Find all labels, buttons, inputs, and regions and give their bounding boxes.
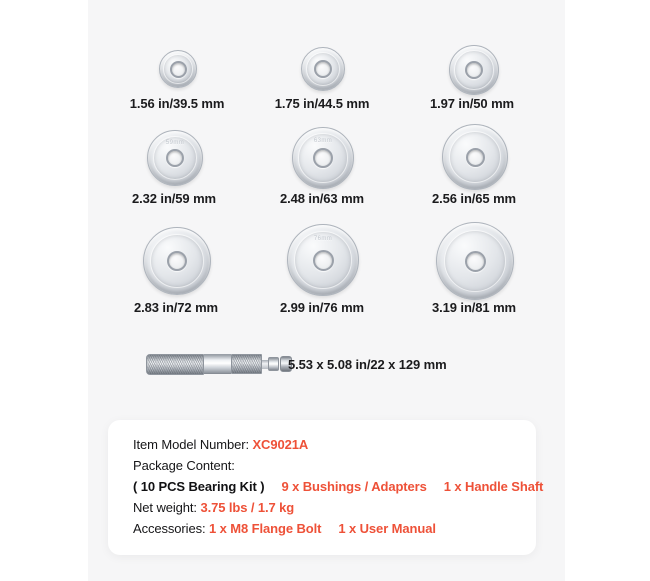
disc-size-marking: 76mm [313,236,333,243]
disc-hole [314,60,332,78]
size-label: 1.97 in/50 mm [430,96,514,111]
kit-name-label: ( 10 PCS Bearing Kit ) [133,479,265,494]
disc-size-marking: 63mm [313,137,333,144]
model-number-label: Item Model Number: [133,437,253,452]
disc-hole [465,61,483,79]
size-label: 2.32 in/59 mm [132,191,216,206]
shaft-size-label: 5.53 x 5.08 in/22 x 129 mm [288,357,447,372]
shaft-smooth-section [204,354,231,374]
accessories-label: Accessories: [133,521,210,536]
size-label: 2.83 in/72 mm [134,300,218,315]
disc-hole [170,61,187,78]
spec-line-model [133,434,536,455]
accessory-flange-bolt: 1 x M8 Flange Bolt [209,521,322,536]
size-label: 3.19 in/81 mm [432,300,516,315]
bushing-disc-4 [147,130,203,186]
net-weight-label: Net weight: [133,500,201,515]
bushing-disc-5 [292,127,354,189]
net-weight-value: 3.75 lbs / 1.7 kg [200,500,295,515]
size-label: 2.56 in/65 mm [432,191,516,206]
package-content-label: Package Content: [133,458,235,473]
shaft-knurl-left-section [146,354,204,375]
spec-line-package [133,455,536,476]
bushing-disc-8 [287,224,359,296]
bushing-disc-9 [436,222,514,300]
spec-card [108,420,544,555]
size-label: 2.99 in/76 mm [280,300,364,315]
accessory-user-manual: 1 x User Manual [338,521,436,536]
size-label: 1.75 in/44.5 mm [274,96,370,111]
model-number-value: XC9021A [252,437,309,452]
shaft-knurl-right-section [231,354,262,374]
disc-hole [313,148,333,168]
disc-size-marking: 59mm [165,139,185,146]
bushing-disc-1 [159,50,197,88]
shaft-sleeve [268,357,279,371]
spec-line-weight [133,497,536,518]
handle-shaft [146,352,292,376]
kit-item-handle-shaft: 1 x Handle Shaft [443,479,544,494]
disc-hole [313,250,334,271]
disc-hole [465,251,486,272]
spec-line-accessories [133,518,536,539]
bushing-disc-2 [301,47,345,91]
disc-hole [166,149,184,167]
bushing-disc-6 [442,124,508,190]
size-label: 1.56 in/39.5 mm [129,96,225,111]
bushing-disc-7 [143,227,211,295]
disc-hole [466,148,485,167]
size-label: 2.48 in/63 mm [280,191,364,206]
bushing-disc-3 [449,45,499,95]
spec-line-kit [133,476,544,497]
disc-hole [167,251,187,271]
kit-item-bushings: 9 x Bushings / Adapters [281,479,427,494]
